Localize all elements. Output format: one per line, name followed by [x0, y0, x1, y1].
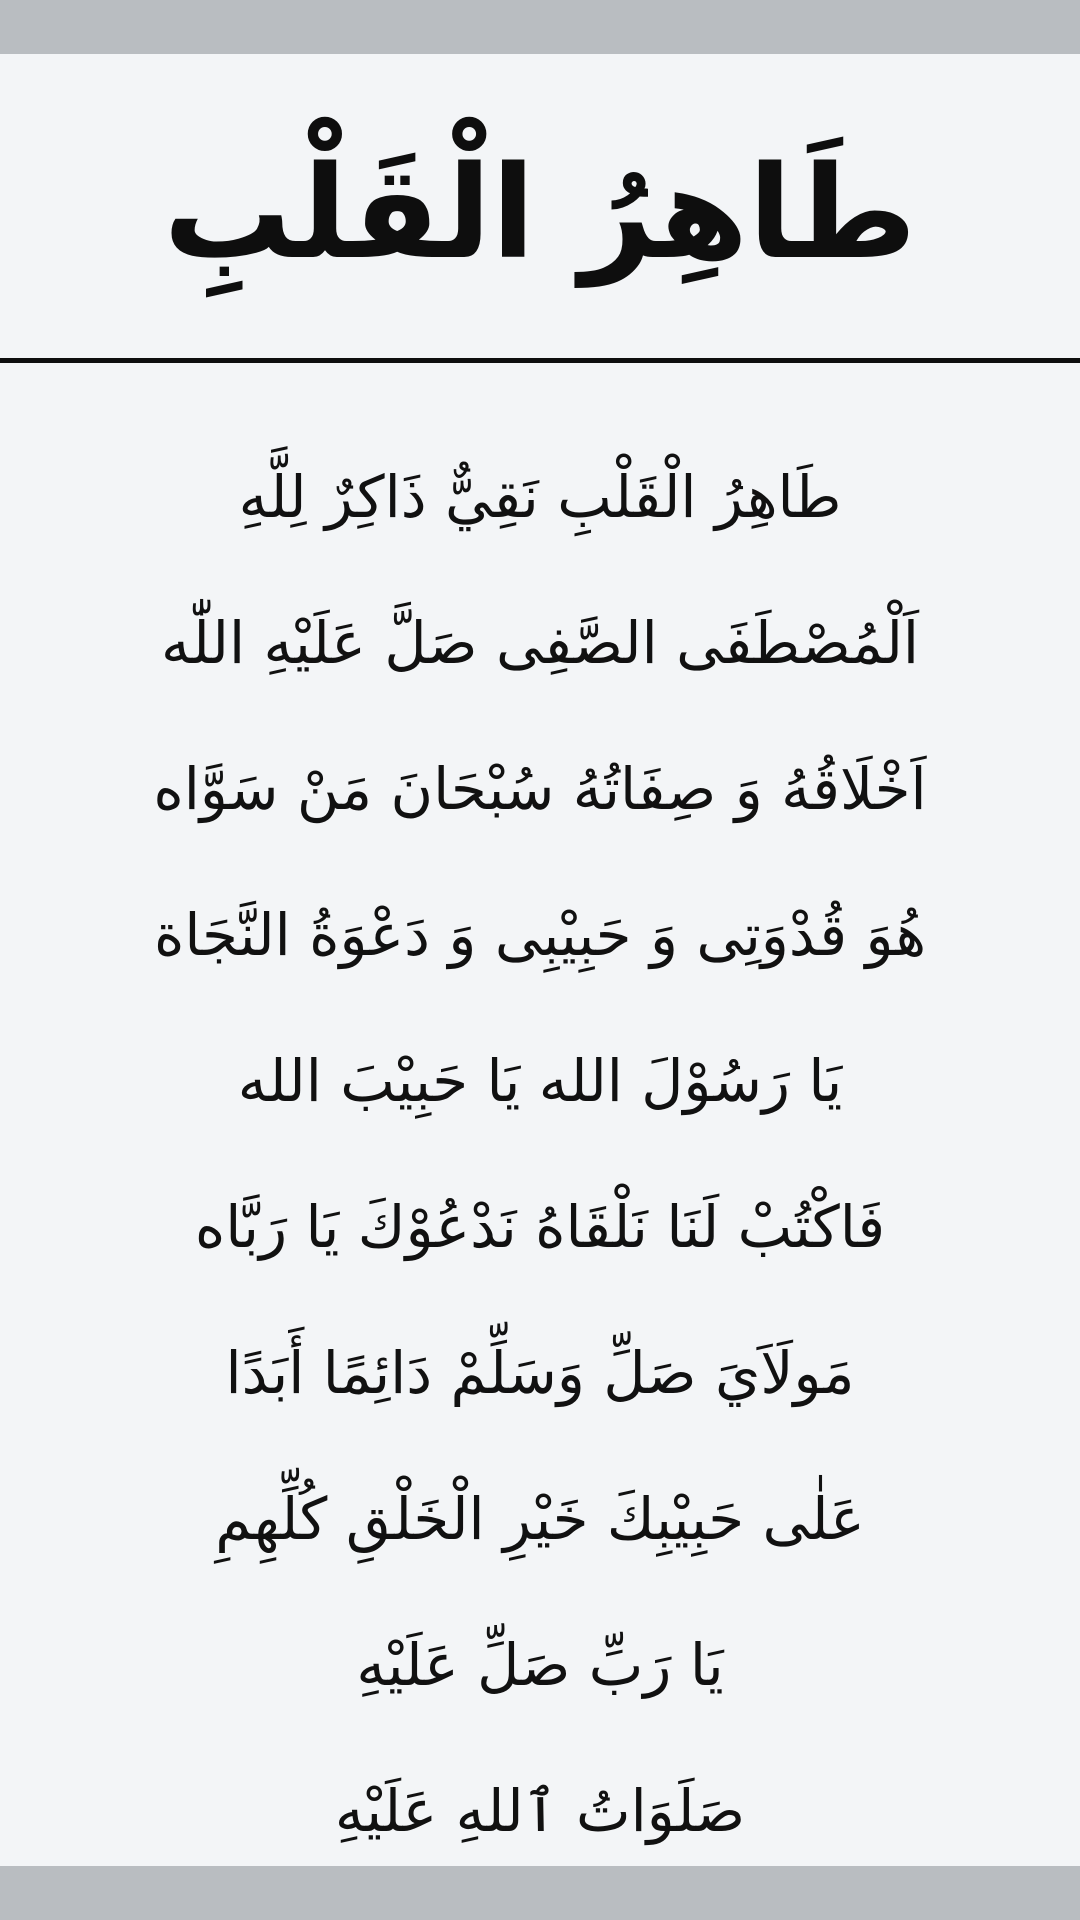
- verse-line: عَلٰى حَبِيْبِكَ خَيْرِ الْخَلْقِ كُلِّهِمِ: [215, 1485, 865, 1553]
- verse-line: صَلَوَاتُ ٱللهِ عَلَيْهِ: [334, 1777, 746, 1845]
- header: [0, 54, 1080, 354]
- page-title: طَاهِرُ الْقَلْبِ: [163, 139, 917, 288]
- verse-line: يَا رَسُوْلَ الله يَا حَبِيْبَ الله: [237, 1047, 843, 1115]
- verse-line: مَولَاَيَ صَلِّ وَسَلِّمْ دَائِمًا أَبَدًا: [225, 1339, 855, 1407]
- verse-line: هُوَ قُدْوَتِى وَ حَبِيْبِى وَ دَعْوَةُ النَّجَاة: [153, 901, 927, 969]
- verse-line: اَلْمُصْطَفَى الصَّفِى صَلَّ عَلَيْهِ اللّٰه: [160, 609, 920, 677]
- verse-line: طَاهِرُ الْقَلْبِ نَقِيٌّ ذَاكِرٌ لِلَّهِ: [238, 463, 842, 531]
- divider: [0, 358, 1080, 363]
- document-page: [0, 54, 1080, 1866]
- top-bar: [0, 0, 1080, 54]
- verse-list: [0, 424, 1080, 1884]
- verse-line: اَخْلَاقُهُ وَ صِفَاتُهُ سُبْحَانَ مَنْ سَوَّاه: [153, 755, 927, 823]
- bottom-bar: [0, 1866, 1080, 1920]
- verse-line: فَاكْتُبْ لَنَا نَلْقَاهُ نَدْعُوْكَ يَا رَبَّاه: [194, 1193, 886, 1261]
- verse-line: يَا رَبِّ صَلِّ عَلَيْهِ: [356, 1631, 724, 1699]
